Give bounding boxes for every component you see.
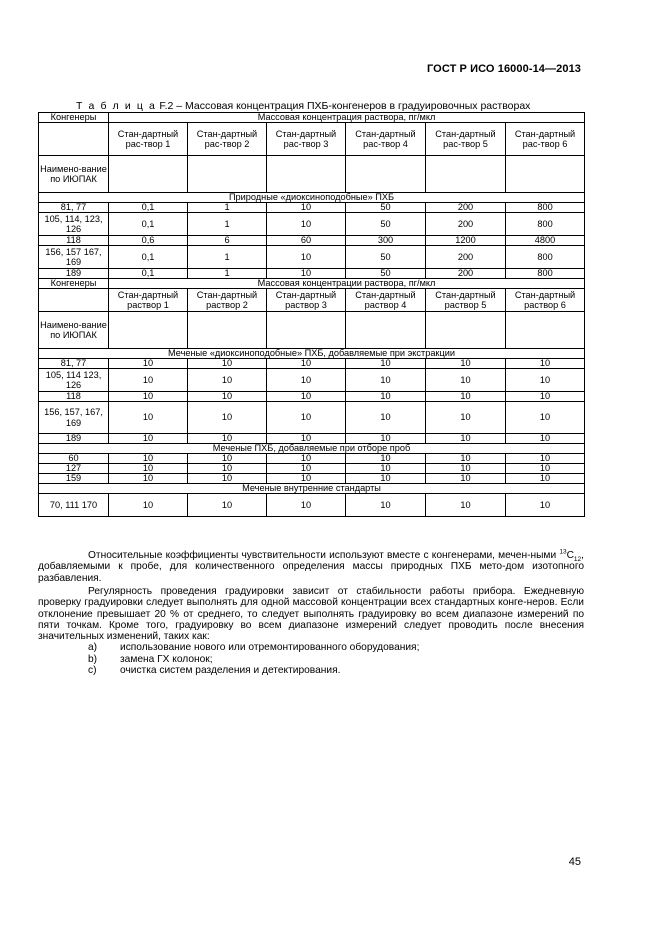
value-cell: 800 <box>506 203 585 213</box>
table-row <box>39 474 585 484</box>
value-cell: 10 <box>426 494 506 517</box>
congener-cell: 60 <box>39 454 109 464</box>
value-cell: 10 <box>506 474 585 484</box>
congener-cell: 70, 111 170 <box>39 494 109 517</box>
section-internal-standards: Меченые внутренние стандарты <box>39 484 585 494</box>
table-row <box>39 402 585 434</box>
value-cell: 1 <box>188 246 267 269</box>
value-cell: 10 <box>346 402 426 434</box>
table-row <box>39 434 585 444</box>
header-mass-concentration: Массовая концентрация раствора, пг/мкл <box>109 113 585 123</box>
std-header: Стан-дартный рас-твор 2 <box>188 123 267 156</box>
value-cell: 10 <box>426 454 506 464</box>
value-cell: 10 <box>426 434 506 444</box>
table-row <box>39 203 585 213</box>
section-labeled-sampling: Меченые ПХБ, добавляемые при отборе проб <box>39 444 585 454</box>
congener-cell: 159 <box>39 474 109 484</box>
value-cell: 10 <box>506 402 585 434</box>
value-cell: 10 <box>188 369 267 392</box>
p1-carbon: С <box>566 550 574 561</box>
value-cell: 10 <box>346 454 426 464</box>
p1-superscript: 13 <box>559 548 567 556</box>
value-cell: 10 <box>109 402 188 434</box>
empty-cell <box>267 156 346 193</box>
table-row <box>39 213 585 236</box>
std-header: Стан-дартный рас-твор 5 <box>426 123 506 156</box>
table-row <box>39 464 585 474</box>
labeled-sampling-rows <box>39 454 585 484</box>
empty-cell <box>426 312 506 349</box>
value-cell: 10 <box>426 369 506 392</box>
value-cell: 10 <box>426 359 506 369</box>
value-cell: 6 <box>188 236 267 246</box>
section-natural-pcb: Природные «диоксиноподобные» ПХБ <box>39 193 585 203</box>
empty-cell <box>188 312 267 349</box>
internal-standard-rows <box>39 494 585 517</box>
list-mark: b) <box>88 653 98 665</box>
table-row <box>39 269 585 279</box>
value-cell: 10 <box>506 464 585 474</box>
section-labeled-extraction: Меченые «диоксиноподобные» ПХБ, добавляемые при экстракции <box>39 349 585 359</box>
empty-cell <box>267 312 346 349</box>
value-cell: 1 <box>188 213 267 236</box>
value-cell: 10 <box>267 402 346 434</box>
header-congeners: Конгенеры <box>39 113 109 123</box>
std-header: Стан-дартный раствор 1 <box>109 289 188 312</box>
value-cell: 10 <box>188 392 267 402</box>
congener-cell: 156, 157 167, 169 <box>39 246 109 269</box>
list-mark: a) <box>88 642 98 654</box>
value-cell: 10 <box>426 464 506 474</box>
congener-cell: 189 <box>39 434 109 444</box>
list-text: использование нового или отремонтированного оборудования; <box>120 642 420 654</box>
std-header: Стан-дартный раствор 4 <box>346 289 426 312</box>
p2-text: Регулярность проведения градуировки зависит от стабильности работы прибора. Ежедневную проверку градуировки следует выполнять для одной массовой концентрации всех стандартных конге-неров. Если отклонение превышает 20 % от среднего, то следует выполнять градуировку во всем диапазоне измерений по пяти точкам. Кроме того, градуировку во всем диапазоне измерений следует проводить после внесения значительных изменений, таких как: <box>38 586 584 643</box>
value-cell: 10 <box>188 402 267 434</box>
std-header: Стан-дартный рас-твор 6 <box>506 123 585 156</box>
value-cell: 10 <box>188 454 267 464</box>
table-row <box>39 454 585 464</box>
value-cell: 10 <box>506 434 585 444</box>
value-cell: 1 <box>188 203 267 213</box>
value-cell: 10 <box>109 359 188 369</box>
table-row <box>39 369 585 392</box>
value-cell: 10 <box>267 359 346 369</box>
value-cell: 800 <box>506 246 585 269</box>
value-cell: 10 <box>506 369 585 392</box>
value-cell: 800 <box>506 213 585 236</box>
p1-text-before: Относительные коэффициенты чувствительности используют вместе с конгенерами, мечен-ными <box>88 550 560 561</box>
value-cell: 10 <box>506 359 585 369</box>
value-cell: 0,1 <box>109 203 188 213</box>
value-cell: 10 <box>346 359 426 369</box>
value-cell: 800 <box>506 269 585 279</box>
value-cell: 10 <box>188 359 267 369</box>
congener-cell: 105, 114 123, 126 <box>39 369 109 392</box>
empty-cell <box>506 312 585 349</box>
value-cell: 10 <box>267 434 346 444</box>
value-cell: 50 <box>346 269 426 279</box>
value-cell: 10 <box>506 494 585 517</box>
p1-text-after: , добавляемыми к пробе, для количественного определения массы природных ПХБ мето-дом изотопного разбавления. <box>38 550 584 584</box>
iupac-label: Наимено-вание по ИЮПАК <box>39 156 109 193</box>
value-cell: 10 <box>109 369 188 392</box>
empty-cell <box>109 312 188 349</box>
std-header: Стан-дартный рас-твор 1 <box>109 123 188 156</box>
list-text: очистка систем разделения и детектирования. <box>120 665 341 677</box>
caption-number: F.2 – <box>156 100 186 112</box>
value-cell: 0,1 <box>109 246 188 269</box>
value-cell: 10 <box>346 464 426 474</box>
paragraph-calibration <box>38 586 584 676</box>
value-cell: 10 <box>426 474 506 484</box>
table-row <box>39 359 585 369</box>
congener-cell: 118 <box>39 236 109 246</box>
std-header: Стан-дартный раствор 2 <box>188 289 267 312</box>
value-cell: 0,1 <box>109 269 188 279</box>
value-cell: 50 <box>346 213 426 236</box>
value-cell: 10 <box>267 474 346 484</box>
value-cell: 10 <box>346 494 426 517</box>
value-cell: 200 <box>426 269 506 279</box>
paragraph-response-factors <box>38 550 584 584</box>
list-mark: c) <box>88 665 97 677</box>
std-header: Стан-дартный рас-твор 3 <box>267 123 346 156</box>
value-cell: 200 <box>426 203 506 213</box>
value-cell: 10 <box>506 454 585 464</box>
value-cell: 10 <box>346 474 426 484</box>
table-caption <box>76 100 530 112</box>
natural-rows <box>39 203 585 279</box>
value-cell: 10 <box>426 402 506 434</box>
congener-cell: 156, 157, 167, 169 <box>39 402 109 434</box>
empty-cell <box>188 156 267 193</box>
value-cell: 0,6 <box>109 236 188 246</box>
std-header: Стан-дартный рас-твор 4 <box>346 123 426 156</box>
header-congeners: Конгенеры <box>39 279 109 289</box>
value-cell: 10 <box>109 434 188 444</box>
congener-cell: 105, 114, 123, 126 <box>39 213 109 236</box>
std-header: Стан-дартный раствор 3 <box>267 289 346 312</box>
value-cell: 10 <box>346 434 426 444</box>
value-cell: 200 <box>426 246 506 269</box>
value-cell: 10 <box>109 392 188 402</box>
value-cell: 10 <box>267 464 346 474</box>
value-cell: 10 <box>267 269 346 279</box>
std-header: Стан-дартный раствор 5 <box>426 289 506 312</box>
value-cell: 300 <box>346 236 426 246</box>
value-cell: 10 <box>346 369 426 392</box>
header-empty-cell <box>39 289 109 312</box>
table-row <box>39 494 585 517</box>
value-cell: 10 <box>506 392 585 402</box>
value-cell: 10 <box>267 213 346 236</box>
congener-cell: 127 <box>39 464 109 474</box>
value-cell: 10 <box>346 392 426 402</box>
table-row <box>39 392 585 402</box>
list-item <box>88 642 584 653</box>
value-cell: 10 <box>267 246 346 269</box>
document-standard-header: ГОСТ Р ИСО 16000-14—2013 <box>426 63 581 75</box>
value-cell: 10 <box>188 494 267 517</box>
value-cell: 1 <box>188 269 267 279</box>
caption-text: Массовая концентрация ПХБ-конгенеров в градуировочных растворах <box>185 100 531 112</box>
header-empty-cell <box>39 123 109 156</box>
congener-cell: 81, 77 <box>39 203 109 213</box>
list-item <box>88 654 584 665</box>
value-cell: 10 <box>188 434 267 444</box>
empty-cell <box>506 156 585 193</box>
value-cell: 10 <box>267 392 346 402</box>
value-cell: 50 <box>346 246 426 269</box>
value-cell: 10 <box>267 369 346 392</box>
empty-cell <box>346 312 426 349</box>
value-cell: 4800 <box>506 236 585 246</box>
congener-cell: 81, 77 <box>39 359 109 369</box>
list-item <box>88 665 584 676</box>
std-header: Стан-дартный раствор 6 <box>506 289 585 312</box>
empty-cell <box>109 156 188 193</box>
value-cell: 10 <box>109 454 188 464</box>
value-cell: 50 <box>346 203 426 213</box>
congener-cell: 118 <box>39 392 109 402</box>
table-row <box>39 236 585 246</box>
value-cell: 10 <box>267 494 346 517</box>
value-cell: 200 <box>426 213 506 236</box>
value-cell: 10 <box>109 464 188 474</box>
value-cell: 1200 <box>426 236 506 246</box>
empty-cell <box>426 156 506 193</box>
value-cell: 10 <box>267 203 346 213</box>
congener-cell: 189 <box>39 269 109 279</box>
pcb-concentration-table <box>38 112 585 517</box>
value-cell: 10 <box>188 464 267 474</box>
list-text: замена ГХ колонок; <box>120 653 213 665</box>
value-cell: 0,1 <box>109 213 188 236</box>
value-cell: 10 <box>188 474 267 484</box>
value-cell: 60 <box>267 236 346 246</box>
page-number: 45 <box>568 856 581 868</box>
labeled-extraction-rows <box>39 359 585 444</box>
header-mass-concentration: Массовая концентрации раствора, пг/мкл <box>109 279 585 289</box>
value-cell: 10 <box>109 494 188 517</box>
caption-prefix: Т а б л и ц а <box>76 100 157 112</box>
value-cell: 10 <box>109 474 188 484</box>
empty-cell <box>346 156 426 193</box>
table-row <box>39 246 585 269</box>
value-cell: 10 <box>426 392 506 402</box>
p1-subscript: 12 <box>573 556 582 564</box>
iupac-label: Наимено-вание по ИЮПАК <box>39 312 109 349</box>
value-cell: 10 <box>267 454 346 464</box>
